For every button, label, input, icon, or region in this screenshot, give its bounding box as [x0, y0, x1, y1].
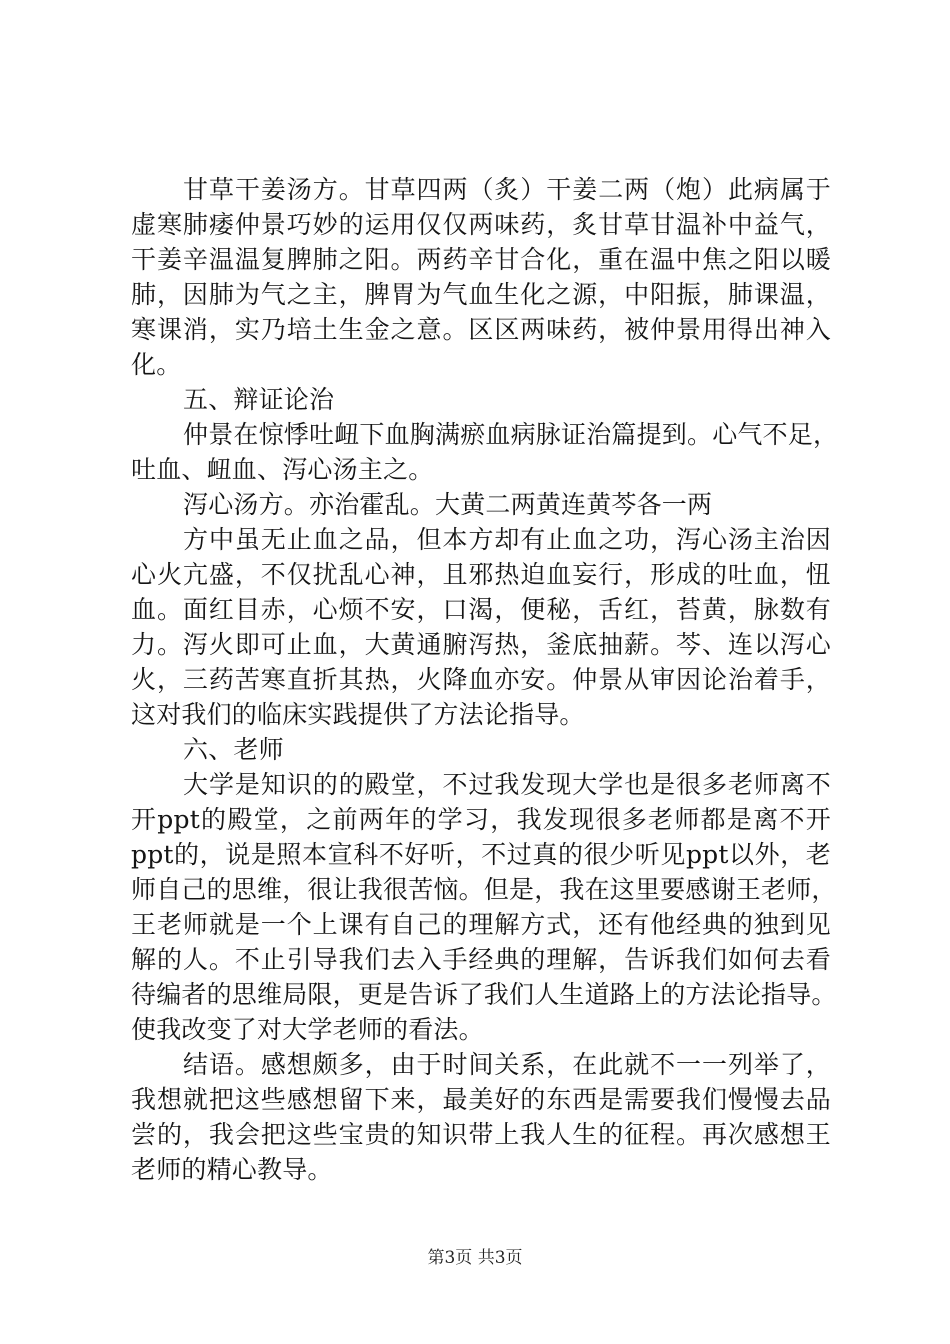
text-line: 泻心汤方。亦治霍乱。大黄二两黄连黄芩各一两: [183, 490, 713, 519]
text-line: 化。: [131, 350, 182, 379]
text-line: 干姜辛温温复脾肺之阳。两药辛甘合化，重在温中焦之阳以暖: [131, 245, 831, 274]
text-line: 这对我们的临床实践提供了方法论指导。: [131, 700, 585, 729]
text-line: 大学是知识的的殿堂，不过我发现大学也是很多老师离不: [183, 770, 831, 799]
text-line: 我想就把这些感想留下来，最美好的东西是需要我们慢慢去品: [131, 1085, 831, 1114]
text-line: 师自己的思维，很让我很苦恼。但是，我在这里要感谢王老师，: [131, 875, 837, 904]
text-line: 开ppt的殿堂，之前两年的学习，我发现很多老师都是离不开: [131, 805, 831, 834]
text-line: 五、辩证论治: [183, 385, 335, 414]
text-line: 力。泻火即可止血，大黄通腑泻热，釜底抽薪。芩、连以泻心: [131, 630, 831, 659]
text-line: 血。面红目赤，心烦不安，口渴，便秘，舌红，苔黄，脉数有: [131, 595, 831, 624]
text-line: 虚寒肺痿仲景巧妙的运用仅仅两味药，炙甘草甘温补中益气，: [131, 210, 831, 239]
text-line: 使我改变了对大学老师的看法。: [131, 1015, 484, 1044]
text-line: 寒课消，实乃培土生金之意。区区两味药，被仲景用得出神入: [131, 315, 831, 344]
text-line: 吐血、衄血、泻心汤主之。: [131, 455, 434, 484]
text-line: 老师的精心教导。: [131, 1155, 333, 1184]
text-line: 六、老师: [183, 735, 284, 764]
text-line: 解的人。不止引导我们去入手经典的理解，告诉我们如何去看: [131, 945, 831, 974]
page-footer: 第3页 共3页: [427, 1248, 523, 1268]
text-line: 肺，因肺为气之主，脾胃为气血生化之源，中阳振，肺课温，: [131, 280, 831, 309]
text-line: ppt的，说是照本宣科不好听，不过真的很少听见ppt以外，老: [131, 840, 831, 869]
text-line: 结语。感想颇多，由于时间关系，在此就不一一列举了，: [183, 1050, 831, 1079]
text-line: 心火亢盛，不仅扰乱心神，且邪热迫血妄行，形成的吐血，忸: [131, 560, 831, 589]
document-body: [131, 172, 839, 1187]
text-line: 仲景在惊悸吐衄下血胸满瘀血病脉证治篇提到。心气不足，: [183, 420, 839, 449]
text-line: 火，三药苦寒直折其热，火降血亦安。仲景从审因论治着手，: [131, 665, 831, 694]
text-line: 尝的，我会把这些宝贵的知识带上我人生的征程。再次感想王: [131, 1120, 831, 1149]
text-line: 甘草干姜汤方。甘草四两（炙）干姜二两（炮）此病属于: [183, 175, 831, 204]
text-line: 王老师就是一个上课有自己的理解方式，还有他经典的独到见: [131, 910, 831, 939]
text-line: 待编者的思维局限，更是告诉了我们人生道路上的方法论指导。: [131, 980, 837, 1009]
text-line: 方中虽无止血之品，但本方却有止血之功，泻心汤主治因: [183, 525, 831, 554]
